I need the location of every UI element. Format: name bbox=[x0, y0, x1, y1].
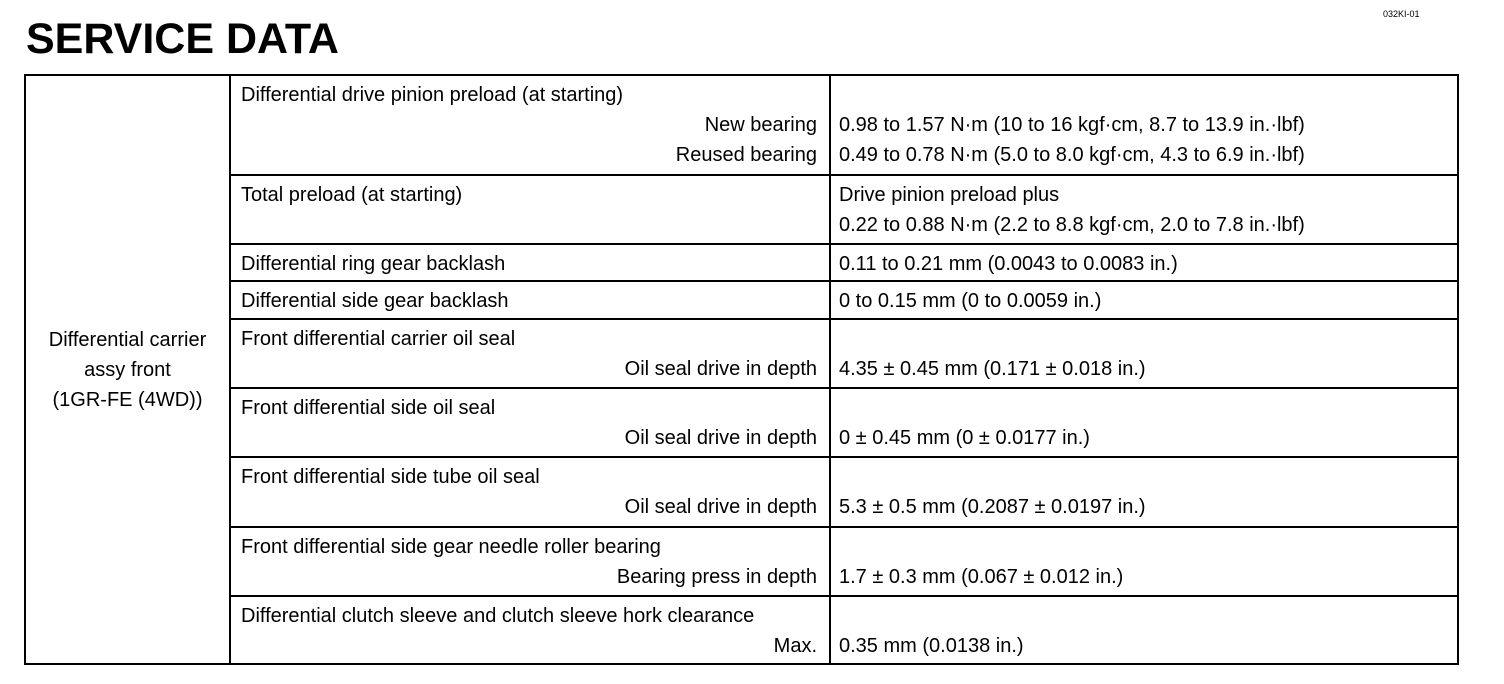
component-name-line: assy front bbox=[84, 358, 171, 381]
sub-item-label: Max. bbox=[773, 635, 817, 657]
spec-value: 0.22 to 0.88 N·m (2.2 to 8.8 kgf·cm, 2.0 to 7.8 in.·lbf) bbox=[839, 214, 1305, 236]
spec-value-cell bbox=[830, 319, 1458, 388]
table-row bbox=[25, 596, 1458, 664]
item-label: Differential side gear backlash bbox=[241, 290, 509, 312]
spec-value: 0.11 to 0.21 mm (0.0043 to 0.0083 in.) bbox=[839, 253, 1178, 275]
item-cell bbox=[230, 175, 830, 244]
page-title: SERVICE DATA bbox=[26, 15, 339, 63]
item-label: Differential ring gear backlash bbox=[241, 253, 506, 275]
item-cell bbox=[230, 388, 830, 457]
spec-value-cell bbox=[830, 75, 1458, 175]
spec-value: 0 ± 0.45 mm (0 ± 0.0177 in.) bbox=[839, 427, 1090, 449]
item-label: Front differential side tube oil seal bbox=[241, 466, 540, 488]
spec-value-cell bbox=[830, 596, 1458, 664]
spec-value-cell bbox=[830, 457, 1458, 527]
table-row bbox=[25, 527, 1458, 596]
spec-value: Drive pinion preload plus bbox=[839, 184, 1060, 206]
table-row bbox=[25, 75, 1458, 175]
item-cell bbox=[230, 527, 830, 596]
item-label: Front differential carrier oil seal bbox=[241, 328, 516, 350]
item-label: Differential drive pinion preload (at starting) bbox=[241, 84, 624, 106]
item-label: Differential clutch sleeve and clutch sleeve hork clearance bbox=[241, 605, 755, 627]
table-row bbox=[25, 457, 1458, 527]
spec-value-cell bbox=[830, 175, 1458, 244]
item-label: Front differential side gear needle roller bearing bbox=[241, 536, 661, 558]
component-name-line: (1GR-FE (4WD)) bbox=[52, 388, 203, 411]
spec-value-cell bbox=[830, 244, 1458, 281]
sub-item-label: Oil seal drive in depth bbox=[624, 427, 817, 449]
spec-value: 5.3 ± 0.5 mm (0.2087 ± 0.0197 in.) bbox=[839, 496, 1146, 518]
service-data-table bbox=[24, 74, 1459, 665]
spec-value-cell bbox=[830, 527, 1458, 596]
table-row bbox=[25, 281, 1458, 319]
spec-value-cell bbox=[830, 281, 1458, 319]
item-label: Total preload (at starting) bbox=[241, 184, 463, 206]
spec-value-cell bbox=[830, 388, 1458, 457]
component-name-line: Differential carrier bbox=[48, 328, 207, 351]
spec-value: 0 to 0.15 mm (0 to 0.0059 in.) bbox=[839, 290, 1102, 312]
item-label: Front differential side oil seal bbox=[241, 397, 496, 419]
item-cell bbox=[230, 596, 830, 664]
sub-item-label: Oil seal drive in depth bbox=[624, 358, 817, 380]
spec-value: 0.49 to 0.78 N·m (5.0 to 8.0 kgf·cm, 4.3 to 6.9 in.·lbf) bbox=[839, 144, 1305, 166]
table-row bbox=[25, 175, 1458, 244]
item-cell bbox=[230, 75, 830, 175]
component-name-cell bbox=[25, 75, 230, 664]
spec-value: 0.98 to 1.57 N·m (10 to 16 kgf·cm, 8.7 to 13.9 in.·lbf) bbox=[839, 114, 1305, 136]
item-cell bbox=[230, 281, 830, 319]
item-cell bbox=[230, 319, 830, 388]
sub-item-label: Bearing press in depth bbox=[616, 566, 817, 588]
document-code: 032KI-01 bbox=[1383, 9, 1420, 19]
spec-value: 4.35 ± 0.45 mm (0.171 ± 0.018 in.) bbox=[839, 358, 1146, 380]
table-row bbox=[25, 388, 1458, 457]
item-cell bbox=[230, 457, 830, 527]
sub-item-label: Oil seal drive in depth bbox=[624, 496, 817, 518]
spec-value: 1.7 ± 0.3 mm (0.067 ± 0.012 in.) bbox=[839, 566, 1124, 588]
spec-value: 0.35 mm (0.0138 in.) bbox=[839, 635, 1024, 657]
table-row bbox=[25, 319, 1458, 388]
sub-item-label: Reused bearing bbox=[675, 144, 817, 166]
item-cell bbox=[230, 244, 830, 281]
sub-item-label: New bearing bbox=[704, 114, 817, 136]
table-row bbox=[25, 244, 1458, 281]
